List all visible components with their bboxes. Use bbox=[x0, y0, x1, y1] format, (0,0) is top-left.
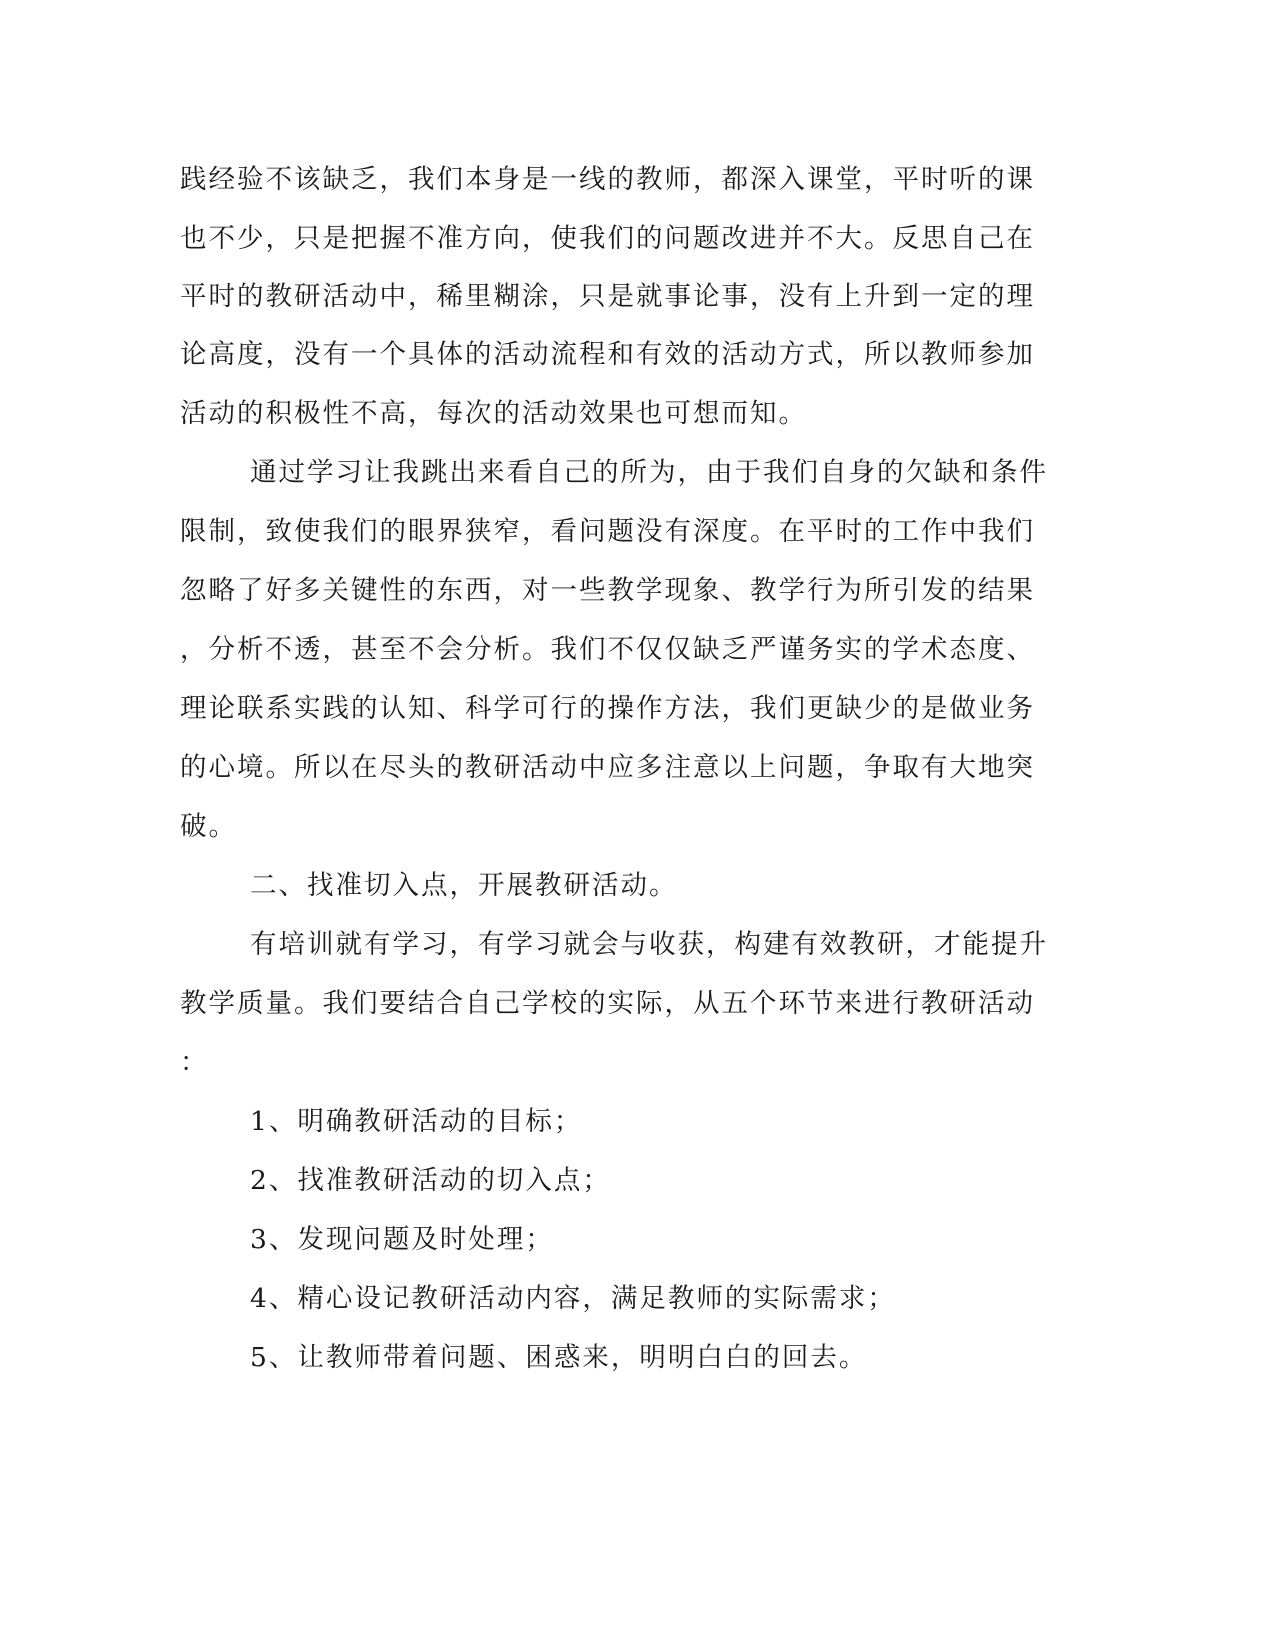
text-line-10: 理论联系实践的认知、科学可行的操作方法，我们更缺少的是做业务 bbox=[180, 693, 1035, 724]
text-line-14: 有培训就有学习，有学习就会与收获，构建有效教研，才能提升 bbox=[250, 929, 1048, 960]
text-line-1: 践经验不该缺乏，我们本身是一线的教师，都深入课堂，平时听的课 bbox=[180, 164, 1035, 195]
text-line-6: 通过学习让我跳出来看自己的所为，由于我们自身的欠缺和条件 bbox=[250, 457, 1048, 488]
list-item-2: 2、找准教研活动的切入点； bbox=[250, 1165, 611, 1196]
text-line-9: ，分析不透，甚至不会分析。我们不仅仅缺乏严谨务实的学术态度、 bbox=[180, 634, 1035, 665]
text-line-15: 教学质量。我们要结合自己学校的实际，从五个环节来进行教研活动 bbox=[180, 988, 1035, 1019]
list-item-5: 5、让教师带着问题、困惑来，明明白白的回去。 bbox=[250, 1342, 868, 1373]
text-line-5: 活动的积极性不高，每次的活动效果也可想而知。 bbox=[180, 398, 807, 429]
list-item-4: 4、精心设记教研活动内容，满足教师的实际需求； bbox=[250, 1283, 896, 1314]
text-line-11: 的心境。所以在尽头的教研活动中应多注意以上问题，争取有大地突 bbox=[180, 752, 1035, 783]
text-line-8: 忽略了好多关键性的东西，对一些教学现象、教学行为所引发的结果 bbox=[180, 575, 1035, 606]
section-heading: 二、找准切入点，开展教研活动。 bbox=[250, 870, 678, 901]
text-line-7: 限制，致使我们的眼界狭窄，看问题没有深度。在平时的工作中我们 bbox=[180, 516, 1035, 547]
text-line-16: ： bbox=[180, 1047, 209, 1078]
text-line-2: 也不少，只是把握不准方向，使我们的问题改进并不大。反思自己在 bbox=[180, 223, 1035, 254]
text-line-4: 论高度，没有一个具体的活动流程和有效的活动方式，所以教师参加 bbox=[180, 339, 1035, 370]
text-line-3: 平时的教研活动中，稀里糊涂，只是就事论事，没有上升到一定的理 bbox=[180, 281, 1035, 312]
list-item-3: 3、发现问题及时处理； bbox=[250, 1224, 554, 1255]
text-line-12: 破。 bbox=[180, 811, 237, 842]
list-item-1: 1、明确教研活动的目标； bbox=[250, 1106, 583, 1137]
